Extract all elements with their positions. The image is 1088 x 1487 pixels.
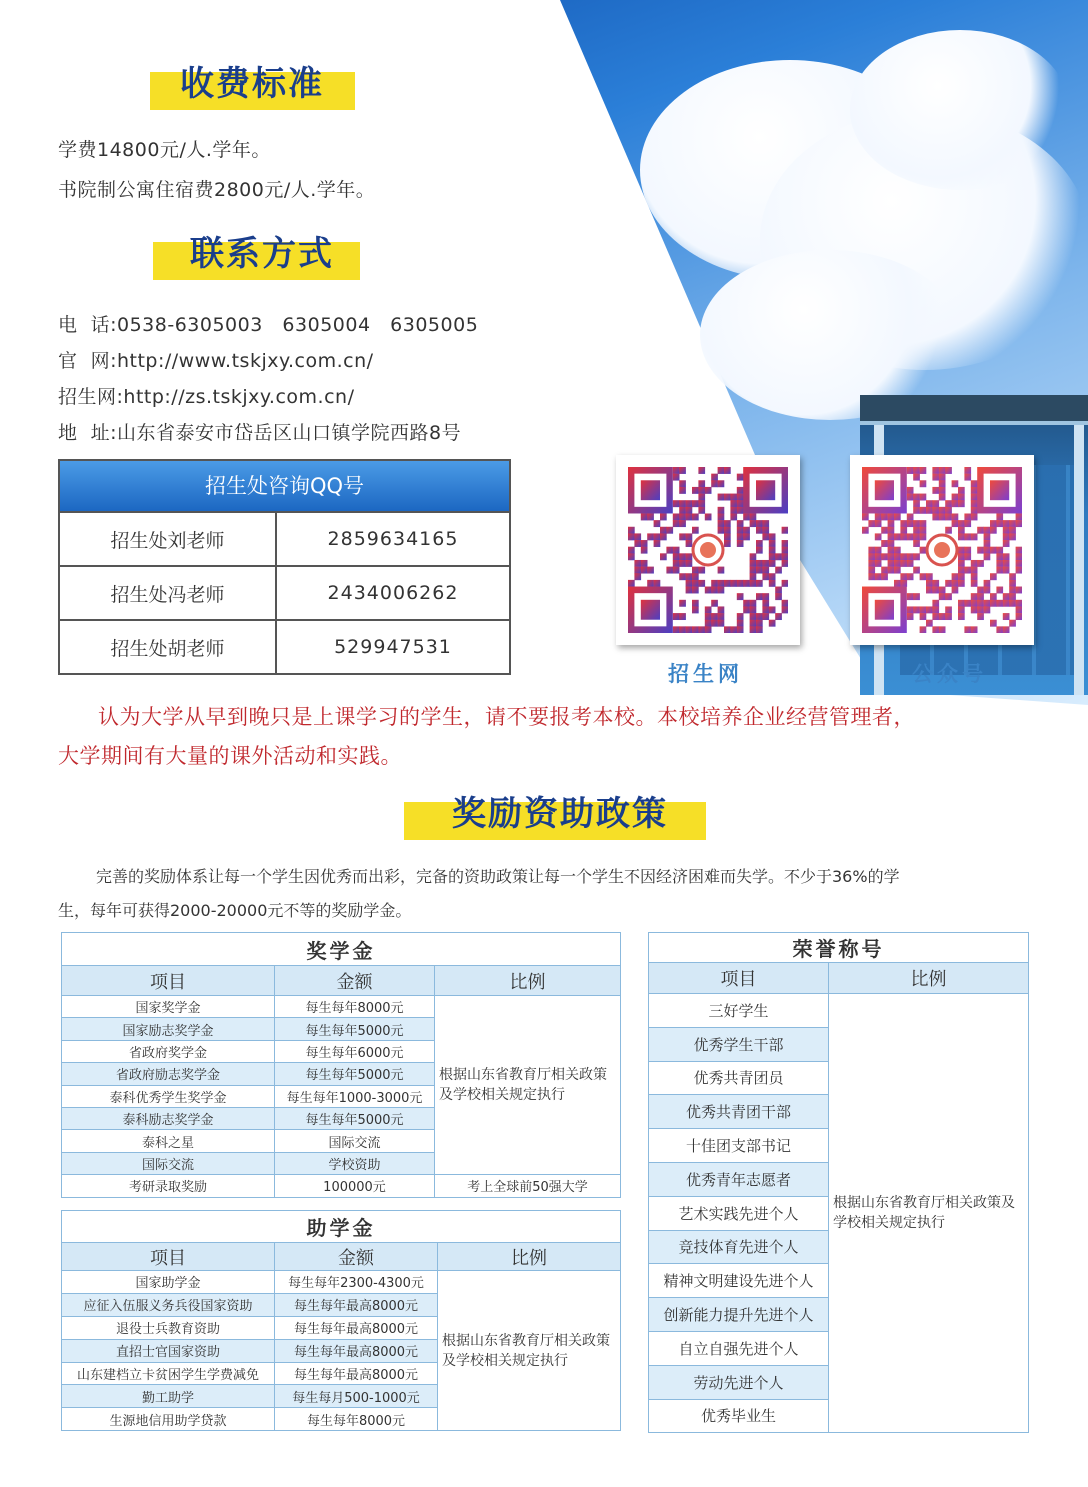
item-cell: 直招士官国家资助 (62, 1339, 275, 1362)
item-cell: 退役士兵教育资助 (62, 1316, 275, 1339)
item-cell: 国家励志奖学金 (62, 1018, 275, 1040)
amount-cell: 每生每年最高8000元 (275, 1316, 438, 1339)
honor-item: 创新能力提升先进个人 (649, 1298, 829, 1332)
honor-item: 优秀学生干部 (649, 1027, 829, 1061)
amount-cell: 每生每年1000-3000元 (275, 1085, 435, 1107)
fee-line: 学费14800元/人.学年。 (58, 139, 271, 161)
table-row (60, 565, 509, 619)
teacher-name: 招生处胡老师 (60, 621, 277, 673)
qq-number: 2859634165 (327, 528, 459, 550)
grant-caption: 助学金 (62, 1211, 621, 1243)
qr-code-icon (862, 467, 1022, 633)
amount-cell: 每生每年最高8000元 (275, 1293, 438, 1316)
amount-cell: 每生每年5000元 (275, 1063, 435, 1085)
item-cell: 省政府励志奖学金 (62, 1063, 275, 1085)
amount-cell: 国际交流 (275, 1130, 435, 1152)
ratio-cell: 考上全球前50强大学 (435, 1175, 621, 1197)
awards-intro: 完善的奖励体系让每一个学生因优秀而出彩，完备的资助政策让每一个学生不因经济困难而失学。不少于36%的学 (96, 867, 900, 886)
item-cell: 生源地信用助学贷款 (62, 1408, 275, 1431)
contact-phone: 电 话:0538-6305003 6305004 6305005 (58, 314, 479, 336)
qq-number: 529947531 (334, 636, 452, 658)
column-header: 金额 (275, 1243, 438, 1271)
scholarship-caption: 奖学金 (62, 933, 621, 966)
amount-cell: 每生每年5000元 (275, 1107, 435, 1129)
honor-item: 精神文明建设先进个人 (649, 1264, 829, 1298)
contact-admission-site[interactable]: 招生网:http://zs.tskjxy.com.cn/ (58, 386, 355, 408)
fee-line: 书院制公寓住宿费2800元/人.学年。 (58, 179, 376, 201)
qq-table (58, 459, 511, 675)
contact-title: 联系方式 (190, 234, 334, 274)
table-row (62, 996, 621, 1018)
column-header: 项目 (649, 963, 829, 994)
column-header: 比例 (829, 963, 1029, 994)
amount-cell: 100000元 (275, 1175, 435, 1197)
table-row (62, 1271, 621, 1294)
item-cell: 泰科之星 (62, 1130, 275, 1152)
amount-cell: 每生每年8000元 (275, 996, 435, 1018)
scholarship-table (61, 932, 621, 1198)
contact-address: 地 址:山东省泰安市岱岳区山口镇学院西路8号 (58, 422, 462, 444)
honor-item: 自立自强先进个人 (649, 1331, 829, 1365)
notice-line: 大学期间有大量的课外活动和实践。 (58, 744, 402, 768)
awards-title: 奖励资助政策 (452, 794, 668, 834)
honor-item: 优秀共青团干部 (649, 1095, 829, 1129)
item-cell: 考研录取奖励 (62, 1175, 275, 1197)
honor-item: 十佳团支部书记 (649, 1129, 829, 1163)
notice-line: 认为大学从早到晚只是上课学习的学生，请不要报考本校。本校培养企业经营管理者， (98, 705, 915, 729)
ratio-cell: 根据山东省教育厅相关政策及学校相关规定执行 (438, 1271, 621, 1431)
honor-item: 优秀青年志愿者 (649, 1162, 829, 1196)
qq-number: 2434006262 (327, 582, 459, 604)
item-cell: 泰科励志奖学金 (62, 1107, 275, 1129)
amount-cell: 每生每年6000元 (275, 1040, 435, 1062)
item-cell: 山东建档立卡贫困学生学费减免 (62, 1362, 275, 1385)
table-row (62, 1175, 621, 1197)
honor-item: 艺术实践先进个人 (649, 1196, 829, 1230)
amount-cell: 每生每年8000元 (275, 1408, 438, 1431)
honor-item: 三好学生 (649, 994, 829, 1028)
amount-cell: 每生每年5000元 (275, 1018, 435, 1040)
column-header: 比例 (438, 1243, 621, 1271)
amount-cell: 每生每年2300-4300元 (275, 1271, 438, 1294)
amount-cell: 每生每年最高8000元 (275, 1339, 438, 1362)
qr-label-admission: 招生网 (668, 662, 743, 686)
amount-cell: 学校资助 (275, 1152, 435, 1174)
grant-table (61, 1210, 621, 1431)
teacher-name: 招生处冯老师 (60, 567, 277, 619)
table-row (60, 511, 509, 565)
column-header: 项目 (62, 966, 275, 996)
fees-title: 收费标准 (180, 64, 324, 104)
item-cell: 国家奖学金 (62, 996, 275, 1018)
column-header: 项目 (62, 1243, 275, 1271)
column-header: 比例 (435, 966, 621, 996)
ratio-cell: 根据山东省教育厅相关政策及学校相关规定执行 (829, 994, 1029, 1433)
column-header: 金额 (275, 966, 435, 996)
honor-item: 劳动先进个人 (649, 1365, 829, 1399)
item-cell: 勤工助学 (62, 1385, 275, 1408)
contact-website[interactable]: 官 网:http://www.tskjxy.com.cn/ (58, 350, 374, 372)
qq-table-title: 招生处咨询QQ号 (60, 461, 509, 511)
honor-item: 优秀毕业生 (649, 1399, 829, 1433)
qr-code-wechat[interactable] (850, 455, 1034, 645)
item-cell: 国际交流 (62, 1152, 275, 1174)
item-cell: 泰科优秀学生奖学金 (62, 1085, 275, 1107)
item-cell: 国家助学金 (62, 1271, 275, 1294)
table-row (649, 994, 1029, 1028)
awards-intro: 生，每年可获得2000-20000元不等的奖励学金。 (58, 901, 412, 920)
item-cell: 应征入伍服义务兵役国家资助 (62, 1293, 275, 1316)
honor-item: 竞技体育先进个人 (649, 1230, 829, 1264)
honors-caption: 荣誉称号 (649, 933, 1029, 963)
amount-cell: 每生每年最高8000元 (275, 1362, 438, 1385)
ratio-cell: 根据山东省教育厅相关政策及学校相关规定执行 (435, 996, 621, 1175)
cloud (850, 30, 1070, 190)
amount-cell: 每生每月500-1000元 (275, 1385, 438, 1408)
qr-code-icon (628, 467, 788, 633)
teacher-name: 招生处刘老师 (60, 513, 277, 565)
table-row (60, 619, 509, 673)
qr-label-wechat: 公众号 (912, 662, 987, 686)
honor-item: 优秀共青团员 (649, 1061, 829, 1095)
qr-code-admission[interactable] (616, 455, 800, 645)
honors-table (648, 932, 1029, 1433)
item-cell: 省政府奖学金 (62, 1040, 275, 1062)
